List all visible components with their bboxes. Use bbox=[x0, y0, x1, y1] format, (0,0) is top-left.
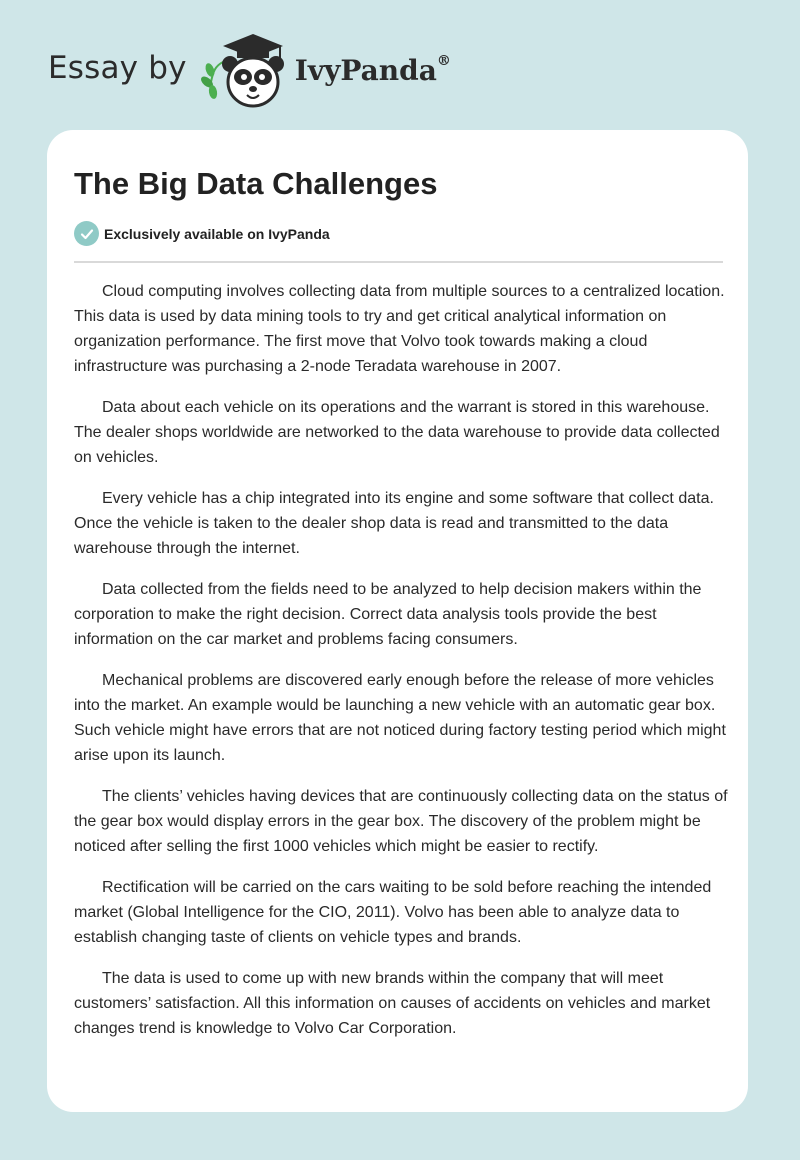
paragraph: Every vehicle has a chip integrated into its engine and some software that collect data. Once the vehicle is taken to the dealer shop data is read and transmitted to the data warehouse through the internet. bbox=[74, 490, 714, 557]
divider bbox=[74, 261, 723, 263]
paragraph: The data is used to come up with new brands within the company that will meet customers’ satisfaction. All this information on causes of accidents on vehicles and market changes trend is knowledge to Volvo Car Corporation. bbox=[74, 970, 711, 1037]
badge-label: Exclusively available on IvyPanda bbox=[104, 225, 330, 242]
exclusive-badge bbox=[74, 221, 330, 246]
paragraph: Cloud computing involves collecting data from multiple sources to a centralized location. This data is used by data mining tools to try and get critical analytical information on organization performance. The first move that Volvo took towards making a cloud infrastructure was purchasing a 2-node Teradata warehouse in 2007. bbox=[74, 283, 725, 375]
paragraph: Data collected from the fields need to be analyzed to help decision makers within the corporation to make the right decision. Correct data analysis tools provide the best information on the car market and problems facing consumers. bbox=[74, 581, 702, 648]
checkmark-icon bbox=[80, 227, 94, 241]
paragraph: The clients’ vehicles having devices that are continuously collecting data on the status of the gear box would display errors in the gear box. The discovery of the problem might be noticed after selling the first 1000 vehicles which might be easier to rectify. bbox=[74, 788, 728, 855]
paragraph: Rectification will be carried on the cars waiting to be sold before reaching the intended market (Global Intelligence for the CIO, 2011). Volvo has been able to analyze data to establish changing taste of clients on vehicle types and brands. bbox=[74, 879, 712, 946]
page-title: The Big Data Challenges bbox=[74, 166, 438, 201]
paragraph: Data about each vehicle on its operations and the warrant is stored in this warehouse. The dealer shops worldwide are networked to the data warehouse to provide data collected on vehicles. bbox=[74, 399, 720, 466]
panda-logo-icon[interactable] bbox=[201, 32, 291, 112]
registered-mark: ® bbox=[436, 53, 451, 70]
brand-name[interactable] bbox=[295, 54, 451, 87]
paragraph: Mechanical problems are discovered early enough before the release of more vehicles into the market. An example would be launching a new vehicle with an automatic gear box. Such vehicle might have errors that are not noticed during factory testing period which might arise upon its launch. bbox=[74, 672, 726, 764]
brand-text: IvyPanda bbox=[294, 53, 437, 87]
essay-body bbox=[74, 279, 728, 1057]
essay-by-label: Essay by bbox=[48, 50, 187, 86]
essay-card bbox=[47, 130, 748, 1112]
check-circle-icon bbox=[74, 221, 99, 246]
site-header bbox=[48, 32, 451, 112]
